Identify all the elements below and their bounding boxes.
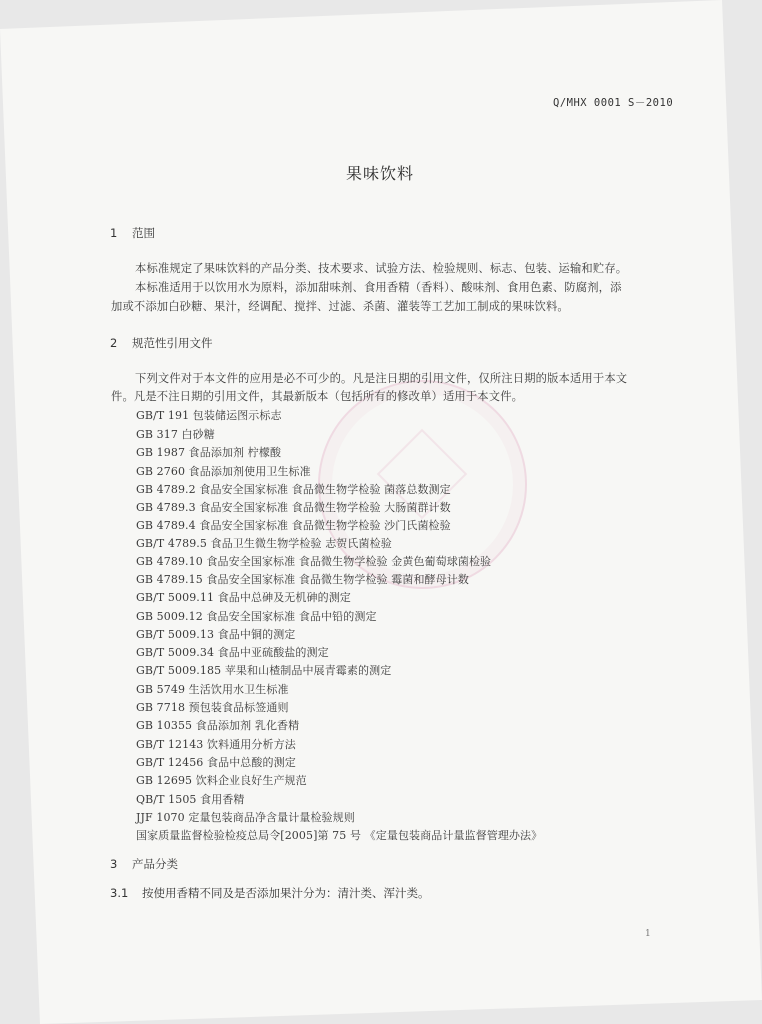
page-number: 1 bbox=[645, 929, 651, 939]
reference-item: GB 5009.12 食品安全国家标准 食品中铅的测定 bbox=[136, 610, 377, 623]
reference-item: GB/T 5009.34 食品中亚硫酸盐的测定 bbox=[136, 646, 329, 659]
reference-item: GB 4789.10 食品安全国家标准 食品微生物学检验 金黄色葡萄球菌检验 bbox=[136, 555, 492, 568]
reference-item: GB 4789.3 食品安全国家标准 食品微生物学检验 大肠菌群计数 bbox=[136, 501, 451, 514]
clause-text: 按使用香精不同及是否添加果汁分为：清汁类、浑汁类。 bbox=[142, 886, 430, 900]
reference-item: GB/T 12456 食品中总酸的测定 bbox=[136, 756, 296, 769]
reference-item: GB 2760 食品添加剂使用卫生标准 bbox=[136, 465, 311, 478]
reference-item: 国家质量监督检验检疫总局令[2005]第 75 号 《定量包装商品计量监督管理办法》 bbox=[136, 829, 543, 842]
section-heading-references bbox=[110, 336, 213, 350]
standard-number: Q/MHX 0001 S－2010 bbox=[553, 97, 674, 109]
reference-item: GB/T 4789.5 食品卫生微生物学检验 志贺氏菌检验 bbox=[136, 537, 392, 550]
reference-item: GB/T 12143 饮料通用分析方法 bbox=[136, 738, 296, 751]
scope-paragraph-line: 本标准适用于以饮用水为原料，添加甜味剂、食用香精（香料）、酸味剂、食用色素、防腐剂，添 bbox=[135, 281, 622, 294]
reference-item: GB 7718 预包装食品标签通则 bbox=[136, 701, 289, 714]
reference-item: GB 5749 生活饮用水卫生标准 bbox=[136, 683, 289, 696]
reference-item: GB 4789.2 食品安全国家标准 食品微生物学检验 菌落总数测定 bbox=[136, 483, 451, 496]
reference-item: JJF 1070 定量包装商品净含量计量检验规则 bbox=[136, 811, 355, 824]
section-title: 规范性引用文件 bbox=[132, 336, 213, 350]
scope-paragraph-line: 加或不添加白砂糖、果汁，经调配、搅拌、过滤、杀菌、灌装等工艺加工制成的果味饮料。 bbox=[111, 300, 569, 313]
section-title: 产品分类 bbox=[132, 857, 178, 871]
section-number: 3 bbox=[110, 857, 118, 871]
section-number: 1 bbox=[110, 226, 118, 240]
scope-paragraph-line: 本标准规定了果味饮料的产品分类、技术要求、试验方法、检验规则、标志、包装、运输和贮存。 bbox=[135, 262, 628, 275]
section-number: 2 bbox=[110, 336, 118, 350]
reference-item: GB 317 白砂糖 bbox=[136, 428, 215, 441]
reference-item: GB 10355 食品添加剂 乳化香精 bbox=[136, 719, 300, 732]
reference-item: GB/T 191 包装储运图示标志 bbox=[136, 409, 282, 422]
document-title: 果味饮料 bbox=[346, 164, 415, 183]
section-title: 范围 bbox=[132, 226, 155, 240]
reference-item: GB/T 5009.11 食品中总砷及无机砷的测定 bbox=[136, 591, 351, 604]
reference-item: GB/T 5009.185 苹果和山楂制品中展青霉素的测定 bbox=[136, 664, 392, 677]
references-intro-line: 件。凡是不注日期的引用文件，其最新版本（包括所有的修改单）适用于本文件。 bbox=[111, 390, 524, 403]
clause-number: 3.1 bbox=[110, 886, 129, 900]
references-intro-line: 下列文件对于本文件的应用是必不可少的。凡是注日期的引用文件，仅所注日期的版本适用于本文 bbox=[135, 372, 628, 385]
reference-item: QB/T 1505 食用香精 bbox=[136, 793, 245, 806]
clause-3-1 bbox=[110, 886, 430, 900]
reference-item: GB 12695 饮料企业良好生产规范 bbox=[136, 774, 307, 787]
reference-item: GB 4789.4 食品安全国家标准 食品微生物学检验 沙门氏菌检验 bbox=[136, 519, 451, 532]
reference-item: GB 4789.15 食品安全国家标准 食品微生物学检验 霉菌和酵母计数 bbox=[136, 573, 469, 586]
reference-item: GB 1987 食品添加剂 柠檬酸 bbox=[136, 446, 282, 459]
section-heading-scope bbox=[110, 226, 155, 240]
reference-item: GB/T 5009.13 食品中铜的测定 bbox=[136, 628, 296, 641]
section-heading-classification bbox=[110, 857, 178, 871]
